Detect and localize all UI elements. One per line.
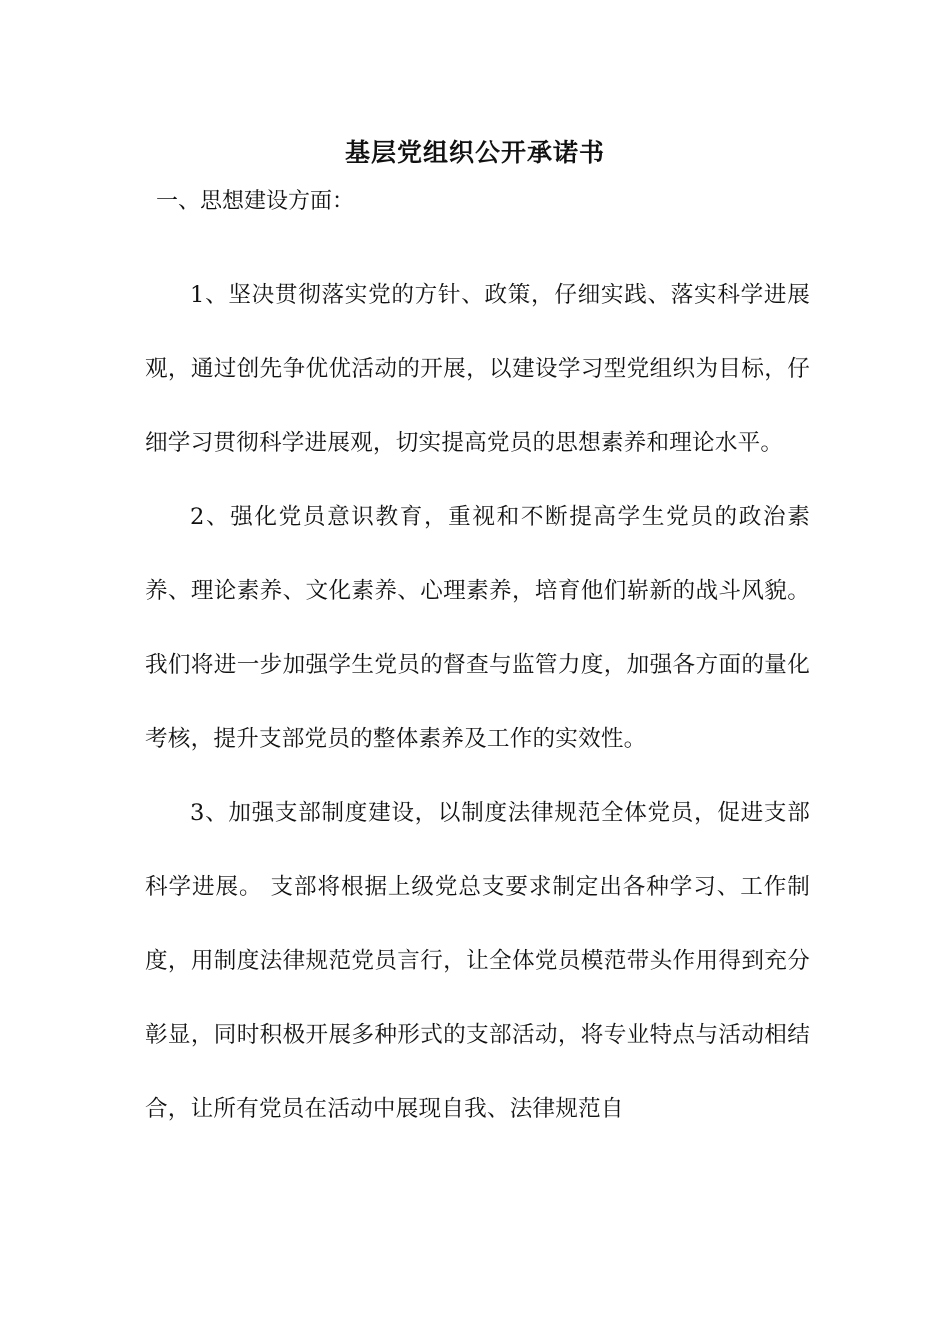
document-title: 基层党组织公开承诺书 [344, 138, 605, 167]
document-body [145, 258, 810, 1146]
paragraph-3: 3、加强支部制度建设，以制度法律规范全体党员，促进支部科学进展。 支部将根据上级党总支要求制定出各种学习、工作制度，用制度法律规范党员言行，让全体党员模范带头作用得到充分彰显，同时积极开展多种形式的支部活动，将专业特点与活动相结合，让所有党员在活动中展现自我、法律规范自 [145, 800, 810, 1122]
paragraph-2: 2、强化党员意识教育，重视和不断提高学生党员的政治素养、理论素养、文化素养、心理素养，培育他们崭新的战斗风貌。我们将进一步加强学生党员的督查与监管力度，加强各方面的量化考核，提升支部党员的整体素养及工作的实效性。 [145, 504, 810, 752]
paragraph-1: 1、坚决贯彻落实党的方针、政策，仔细实践、落实科学进展观，通过创先争优优活动的开展，以建设学习型党组织为目标，仔细学习贯彻科学进展观，切实提高党员的思想素养和理论水平。 [145, 282, 810, 456]
section-heading: 一、思想建设方面： [156, 189, 355, 214]
